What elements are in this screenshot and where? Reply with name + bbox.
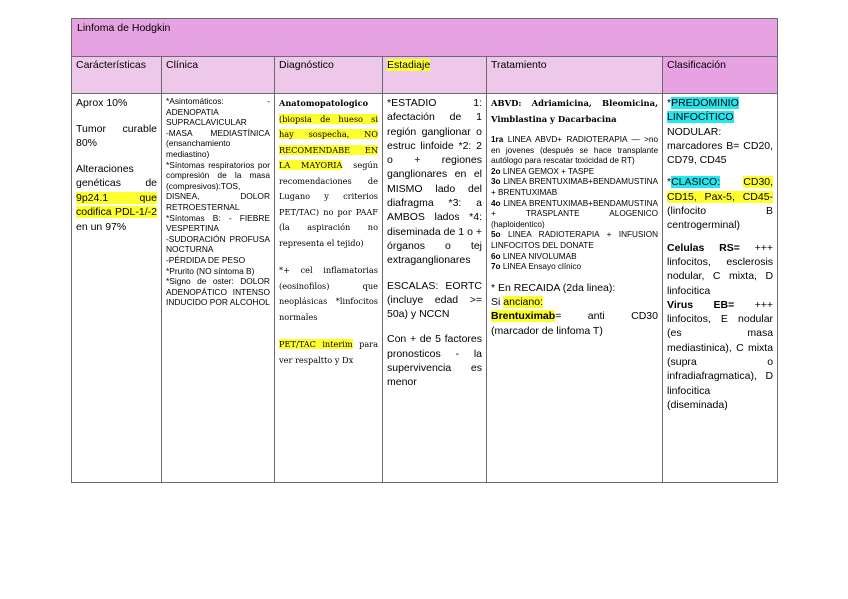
caracteristicas-p1: Aprox 10%: [76, 97, 128, 109]
abvd-text: ABVD: Adriamicina, Bleomicina, Vimblastina y Dacarbacina: [491, 98, 658, 124]
tratamiento-recaida: * En RECAIDA (2da linea):: [491, 281, 616, 294]
header-row: [72, 57, 778, 94]
caracteristicas-p3-highlight: 9p24.1 que codifica PDL-1/-2: [76, 191, 157, 218]
clasificacion-clasico: [667, 175, 773, 232]
brentuximab-highlight: Brentuximab: [491, 310, 556, 323]
linea-7-label: 7o: [491, 262, 501, 272]
cell-diagnostico: [275, 94, 383, 483]
header-estadiaje-cell: [383, 57, 487, 94]
linea-2-text: LINEA GEMOX + TASPE: [500, 166, 595, 176]
clasificacion-predominio: [667, 96, 773, 167]
header-clinica: Clínica: [162, 57, 275, 94]
clinica-line: *Signo de oster: DOLOR ADENOPÁTICO INTENSO INDUCIDO POR ALCOHOL: [166, 276, 270, 308]
tratamiento-linea-3: [491, 177, 658, 198]
celulas-text: +++ linfocitos, esclerosis nodular, C mixta, D linfocitica: [667, 241, 774, 297]
linea-6-text: LINEA NIVOLUMAB: [500, 251, 577, 261]
table-title: Linfoma de Hodgkin: [72, 19, 778, 57]
diagnostico-anatomopatologico: [279, 96, 378, 251]
star-1: *: [667, 97, 672, 109]
virus-label: Virus EB=: [667, 298, 735, 311]
linea-3-label: 3o: [491, 177, 501, 187]
clasico-post: (linfocito B centrogerminal): [667, 205, 774, 232]
clinica-line: *Prurito (NO síntoma B): [166, 265, 255, 276]
linea-6-label: 6o: [491, 251, 501, 261]
tratamiento-linea-6: [491, 252, 658, 263]
clinica-line: -PÉRDIDA DE PESO: [166, 254, 246, 265]
predominio-highlight: PREDOMINIO LINFOCÍTICO: [667, 97, 739, 124]
anat-label: Anatomopatologico: [279, 98, 369, 108]
caracteristicas-p3: [76, 162, 157, 235]
tratamiento-anciano: [491, 295, 658, 309]
header-diagnostico: Diagnóstico: [275, 57, 383, 94]
brentuximab-post: = anti CD30 (marcador de linfoma T): [491, 310, 658, 337]
anat-post: según recomendaciones de Lugano y criterios PET/TAC) no por PAAF (la aspiración no representa el tejido): [279, 160, 378, 248]
anat-highlight: (biopsia de hueso si hay sospecha, NO RECOMENDABE EN LA MAYORIA: [279, 113, 378, 170]
tratamiento-linea-5: [491, 230, 658, 251]
header-caracteristicas: Carácterísticas: [72, 57, 162, 94]
cell-clinica: [162, 94, 275, 483]
linea-4-label: 4o: [491, 198, 501, 208]
clinica-line: *Síntomas B: - FIEBRE VESPERTINA: [166, 212, 270, 234]
header-estadiaje: Estadiaje: [387, 59, 431, 71]
tratamiento-abvd: [491, 96, 658, 127]
header-clasificacion: Clasificación: [663, 57, 778, 94]
linea-7-text: LINEA Ensayo clínico: [500, 262, 582, 272]
clinica-line: *Síntomas respiratorios por compresión de la masa (compresivos):TOS, DISNEA, DOLOR RETROESTERNAL: [166, 159, 270, 212]
clinica-line: -MASA MEDIASTÍNICA (ensanchamiento mediastino): [166, 127, 270, 159]
linea-2-label: 2o: [491, 166, 501, 176]
clinica-line: *Asintomáticos: - ADENOPATIA SUPRACLAVICULAR: [166, 96, 270, 128]
anciano-highlight: anciano:: [503, 296, 543, 309]
estadiaje-factores: Con + de 5 factores pronosticos - la supervivencia es menor: [387, 333, 482, 389]
virus-text: +++ linfocitos, E nodular (es masa mediastinica), C mixta (supra o infradiafragmatica), D linfocitica (diseminada): [667, 298, 774, 411]
tratamiento-linea-1: [491, 135, 658, 167]
tratamiento-linea-7: [491, 262, 658, 273]
si-text: Si: [491, 296, 504, 309]
tratamiento-brentuximab: [491, 309, 658, 338]
clinica-line: -SUDORACIÓN PROFUSA NOCTURNA: [166, 233, 270, 255]
clasificacion-celulas: [667, 241, 773, 298]
cell-tratamiento: [487, 94, 663, 483]
linea-1-label: 1ra: [491, 135, 504, 144]
diagnostico-pet: [279, 337, 378, 368]
clasificacion-virus: [667, 298, 773, 412]
nodular-text: NODULAR: marcadores B= CD20, CD79, CD45: [667, 125, 774, 167]
caracteristicas-p3-pre: Alteraciones genéticas de: [76, 162, 157, 189]
spacer: [491, 127, 658, 135]
content-row: [72, 94, 778, 483]
clasico-highlight: CLASICO:: [671, 176, 721, 189]
linea-1-text: LINEA ABVD+ RADIOTERAPIA — >no en jovenes (después se hace transplante autólogo para rescatar toxicidad de RT): [491, 135, 658, 166]
estadiaje-stages: *ESTADIO 1: afectación de 1 región ganglionar o estruc linfoide *2: 2 o + regiones ganglionares en el MISMO lado del diafragma *3: a AMBOS lados *4: diseminada de 1 o + órganos o tej extraganglionares: [387, 97, 482, 267]
linea-3-text: LINEA BRENTUXIMAB+BENDAMUSTINA + BRENTUXIMAB: [491, 177, 658, 197]
estadiaje-escalas: ESCALAS: EORTC (incluye edad >= 50a) y NCCN: [387, 279, 482, 321]
cd30-highlight: CD30, CD15, Pax-5, CD45-: [667, 176, 774, 203]
space: [720, 176, 743, 188]
diagnostico-celulas: *+ cel inflamatorias (eosinofilos) que neoplásicas *linfocitos normales: [279, 265, 378, 322]
pet-post: para ver respaltto y Dx: [279, 339, 378, 365]
pet-highlight: PET/TAC interim: [279, 339, 353, 349]
cell-caracteristicas: [72, 94, 162, 483]
header-tratamiento: Tratamiento: [487, 57, 663, 94]
star-2: *: [667, 176, 672, 189]
tratamiento-linea-2: [491, 167, 658, 178]
spacer: [491, 273, 658, 281]
linea-4-text: LINEA BRENTUXIMAB+BENDAMUSTINA + TRASPLANTE ALOGENICO (haploidentico): [491, 198, 658, 229]
hodgkin-table: [71, 18, 778, 483]
cell-clasificacion: [663, 94, 778, 483]
celulas-label: Celulas RS=: [667, 241, 740, 254]
hodgkin-table-container: [71, 18, 777, 483]
linea-5-text: LINEA RADIOTERAPIA + INFUSION LINFOCITOS DEL DONATE: [491, 230, 658, 250]
caracteristicas-p2: Tumor curable 80%: [76, 122, 157, 149]
caracteristicas-p3-post: en un 97%: [76, 220, 127, 233]
linea-5-label: 5o: [491, 230, 501, 240]
title-row: [72, 19, 778, 57]
cell-estadiaje: [383, 94, 487, 483]
tratamiento-linea-4: [491, 199, 658, 231]
